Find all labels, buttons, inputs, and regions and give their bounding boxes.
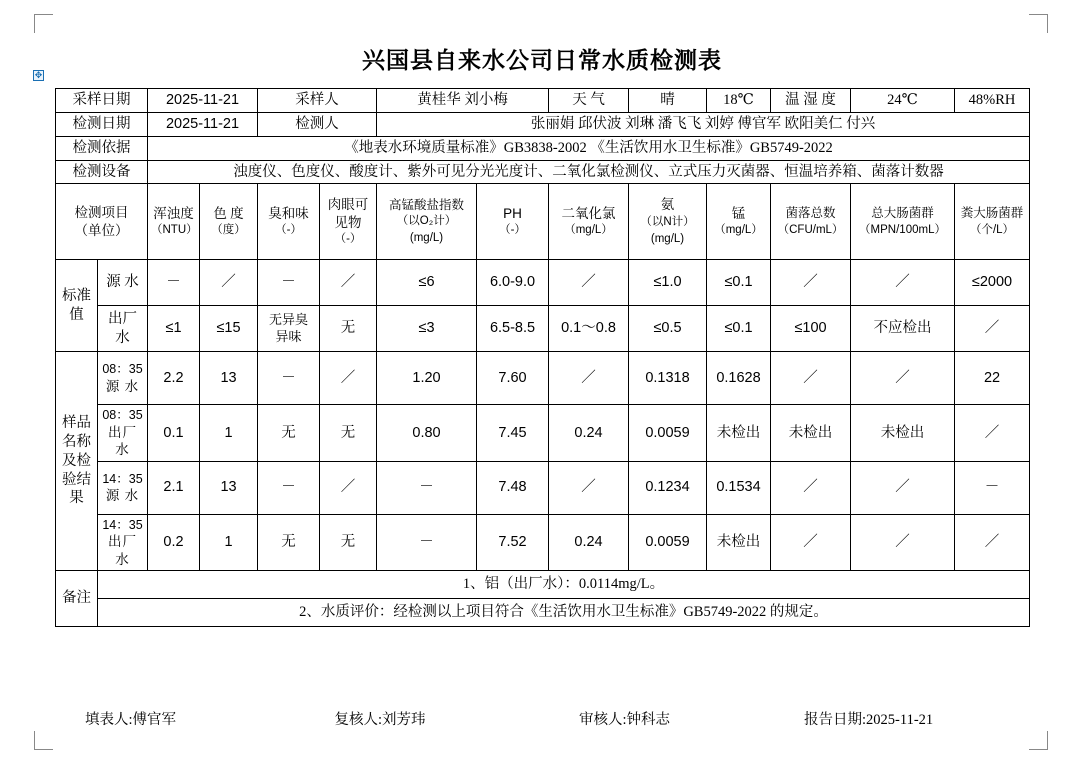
sample-1-ph: 7.60: [477, 352, 549, 405]
col-header-chroma: [200, 184, 258, 260]
sample-4-source-text: 出厂水: [108, 533, 137, 567]
col-header-total-coliform: [851, 184, 955, 260]
standard-source-water-name: 源 水: [98, 260, 148, 306]
sample-4-time-text: 14：35: [102, 517, 143, 532]
sample-2-time-text: 08：35: [102, 408, 143, 423]
col-header-chlorine-dioxide-unit: （mg/L）: [564, 224, 613, 237]
sampling-date-value: 2025-11-21: [148, 89, 258, 113]
standard-basis-label: 检测依据: [56, 136, 148, 160]
col-header-turbidity: [148, 184, 200, 260]
table-row-equipment: [56, 160, 1030, 184]
col-header-permanganate-unit2: (mg/L): [409, 232, 444, 244]
sample-2-colony: 未检出: [771, 405, 851, 461]
std-finished-permanganate: ≤3: [377, 306, 477, 352]
std-source-ammonia: ≤1.0: [629, 260, 707, 306]
sample-2-clo2: 0.24: [549, 405, 629, 461]
sample-4-visible: 无: [320, 514, 377, 570]
sample-1-ammonia: 0.1318: [629, 352, 707, 405]
table-row-standard-finished-water: [56, 306, 1030, 352]
water-quality-table: [55, 88, 1030, 627]
table-row-sample-2: [56, 405, 1030, 461]
sample-3-clo2: ／: [549, 461, 629, 514]
table-row-standard-source-water: [56, 260, 1030, 306]
std-finished-fecal-coliform: ／: [955, 306, 1030, 352]
weather-value: 晴: [629, 89, 707, 113]
col-header-chlorine-dioxide: [549, 184, 629, 260]
project-header-line1: 检测项目: [74, 205, 129, 221]
sample-2-chroma: 1: [200, 405, 258, 461]
footer-approver: 审核人:钟科志: [579, 712, 671, 728]
sample-4-manganese: 未检出: [707, 514, 771, 570]
sample-1-fecal-coliform: 22: [955, 352, 1030, 405]
move-handle-icon[interactable]: ✥: [34, 70, 43, 80]
col-header-chroma-name: 色 度: [213, 205, 244, 221]
col-header-odor: [258, 184, 320, 260]
standard-finished-water-name: 出厂水: [98, 306, 148, 352]
col-header-ammonia-unit2: (mg/L): [650, 232, 685, 245]
std-finished-colony: ≤100: [771, 306, 851, 352]
temperature-value: 24℃: [851, 89, 955, 113]
col-header-turbidity-name: 浑浊度: [153, 205, 194, 221]
sample-1-permanganate: 1.20: [377, 352, 477, 405]
sample-4-ammonia: 0.0059: [629, 514, 707, 570]
standard-value-label: 标准值: [56, 260, 98, 352]
crop-mark-bottom-right: [1029, 731, 1048, 750]
col-header-visible-matter: [320, 184, 377, 260]
std-finished-ammonia: ≤0.5: [629, 306, 707, 352]
sample-2-time: [98, 405, 148, 461]
sample-4-permanganate: －: [377, 514, 477, 570]
col-header-ph-name: PH: [503, 205, 522, 221]
col-header-colony-count-unit: （CFU/mL）: [777, 223, 844, 236]
sample-2-source-text: 出厂水: [108, 424, 137, 458]
sample-1-time: [98, 352, 148, 405]
std-finished-clo2: 0.1～0.8: [549, 306, 629, 352]
sample-1-total-coliform: ／: [851, 352, 955, 405]
sample-2-total-coliform: 未检出: [851, 405, 955, 461]
col-header-ph: [477, 184, 549, 260]
col-header-total-coliform-unit: （MPN/100mL）: [859, 223, 946, 236]
sample-3-fecal-coliform: －: [955, 461, 1030, 514]
sample-4-colony: ／: [771, 514, 851, 570]
col-header-permanganate-name: 高锰酸盐指数: [389, 198, 465, 213]
table-row-column-headers: [56, 184, 1030, 260]
sample-2-fecal-coliform: ／: [955, 405, 1030, 461]
sample-2-turbidity: 0.1: [148, 405, 200, 461]
project-unit-header: [56, 184, 148, 260]
col-header-permanganate-unit1: （以O₂计）: [396, 215, 457, 228]
sample-1-clo2: ／: [549, 352, 629, 405]
sample-3-visible: ／: [320, 461, 377, 514]
tester-label: 检测人: [258, 112, 377, 136]
sample-3-time-text: 14：35: [102, 471, 143, 486]
table-row-remark-1: [56, 571, 1030, 599]
sample-2-permanganate: 0.80: [377, 405, 477, 461]
sample-2-ammonia: 0.0059: [629, 405, 707, 461]
table-row-standard-basis: [56, 136, 1030, 160]
col-header-manganese-name: 锰: [731, 205, 746, 221]
std-source-colony: ／: [771, 260, 851, 306]
sample-4-turbidity: 0.2: [148, 514, 200, 570]
temp-humidity-label: 温 湿 度: [771, 89, 851, 113]
col-header-chroma-unit: （度）: [211, 224, 246, 237]
remark-line-2: 2、水质评价：经检测以上项目符合《生活饮用水卫生标准》GB5749-2022 的规定。: [98, 599, 1030, 627]
footer-reviewer: 复核人:刘芳玮: [334, 712, 426, 728]
col-header-fecal-coliform-name: 粪大肠菌群: [960, 206, 1024, 221]
sample-4-chroma: 1: [200, 514, 258, 570]
col-header-turbidity-unit: （NTU）: [151, 224, 198, 237]
col-header-total-coliform-name: 总大肠菌群: [871, 206, 934, 221]
sample-3-turbidity: 2.1: [148, 461, 200, 514]
std-finished-chroma: ≤15: [200, 306, 258, 352]
crop-mark-bottom-left: [34, 731, 53, 750]
col-header-fecal-coliform-unit: （个/L）: [969, 223, 1015, 236]
col-header-manganese: [707, 184, 771, 260]
test-date-label: 检测日期: [56, 112, 148, 136]
tester-value: 张丽娟 邱伏波 刘琳 潘飞飞 刘婷 傅官军 欧阳美仁 付兴: [377, 112, 1030, 136]
footer-signatures: [55, 708, 1029, 729]
col-header-ph-unit: （-）: [499, 224, 526, 237]
test-date-value: 2025-11-21: [148, 112, 258, 136]
table-row-sampling-info: [56, 89, 1030, 113]
crop-mark-top-right: [1029, 14, 1048, 33]
sample-1-colony: ／: [771, 352, 851, 405]
standard-basis-value: 《地表水环境质量标准》GB3838-2002 《生活饮用水卫生标准》GB5749-2022: [148, 136, 1030, 160]
std-finished-visible: 无: [320, 306, 377, 352]
table-row-sample-4: [56, 514, 1030, 570]
footer-report-date: 报告日期:2025-11-21: [804, 712, 934, 728]
remark-line-1: 1、铝（出厂水）：0.0114mg/L。: [98, 571, 1030, 599]
table-row-sample-1: [56, 352, 1030, 405]
col-header-odor-unit: （-）: [275, 224, 302, 237]
std-source-total-coliform: ／: [851, 260, 955, 306]
equipment-value: 浊度仪、色度仪、酸度计、紫外可见分光光度计、二氧化氯检测仪、立式压力灭菌器、恒温培养箱、菌落计数器: [148, 160, 1030, 184]
std-source-ph: 6.0-9.0: [477, 260, 549, 306]
weather-temperature: 18℃: [707, 89, 771, 113]
sample-4-time: [98, 514, 148, 570]
sampler-value: 黄桂华 刘小梅: [377, 89, 549, 113]
sample-2-manganese: 未检出: [707, 405, 771, 461]
table-row-sample-3: [56, 461, 1030, 514]
sample-4-odor: 无: [258, 514, 320, 570]
std-finished-total-coliform: 不应检出: [851, 306, 955, 352]
sample-1-turbidity: 2.2: [148, 352, 200, 405]
sample-4-clo2: 0.24: [549, 514, 629, 570]
sampling-date-label: 采样日期: [56, 89, 148, 113]
std-source-fecal-coliform: ≤2000: [955, 260, 1030, 306]
std-source-turbidity: －: [148, 260, 200, 306]
sample-1-chroma: 13: [200, 352, 258, 405]
sample-1-source-text: 源 水: [105, 378, 140, 394]
sample-2-odor: 无: [258, 405, 320, 461]
sample-3-colony: ／: [771, 461, 851, 514]
sample-3-permanganate: －: [377, 461, 477, 514]
sample-result-label: 样品名称及检验结果: [56, 352, 98, 571]
col-header-visible-matter-name: 肉眼可: [327, 196, 369, 212]
std-source-permanganate: ≤6: [377, 260, 477, 306]
sample-1-odor: －: [258, 352, 320, 405]
col-header-chlorine-dioxide-name: 二氧化氯: [561, 205, 616, 221]
std-source-clo2: ／: [549, 260, 629, 306]
table-row-test-info: [56, 112, 1030, 136]
std-source-manganese: ≤0.1: [707, 260, 771, 306]
col-header-visible-matter-unit: （-）: [334, 233, 362, 246]
crop-mark-top-left: [34, 14, 53, 33]
sample-1-manganese: 0.1628: [707, 352, 771, 405]
table-row-remark-2: [56, 599, 1030, 627]
sample-3-manganese: 0.1534: [707, 461, 771, 514]
col-header-ammonia-unit1: （以N计）: [640, 215, 695, 228]
sample-3-chroma: 13: [200, 461, 258, 514]
sample-3-ammonia: 0.1234: [629, 461, 707, 514]
std-finished-manganese: ≤0.1: [707, 306, 771, 352]
sample-3-total-coliform: ／: [851, 461, 955, 514]
footer-filler: 填表人:傅官军: [85, 712, 177, 728]
sample-3-ph: 7.48: [477, 461, 549, 514]
sample-2-ph: 7.45: [477, 405, 549, 461]
col-header-colony-count: [771, 184, 851, 260]
col-header-ammonia-name: 氨: [660, 197, 675, 213]
page-title: 兴国县自来水公司日常水质检测表: [362, 48, 722, 73]
project-header-line2: （单位）: [74, 222, 129, 238]
equipment-label: 检测设备: [56, 160, 148, 184]
sample-4-ph: 7.52: [477, 514, 549, 570]
col-header-permanganate: [377, 184, 477, 260]
sample-3-time: [98, 461, 148, 514]
sample-1-visible: ／: [320, 352, 377, 405]
sampler-label: 采样人: [258, 89, 377, 113]
std-source-chroma: ／: [200, 260, 258, 306]
col-header-manganese-unit: （mg/L）: [714, 224, 763, 237]
sample-3-source-text: 源 水: [105, 488, 140, 504]
std-source-visible: ／: [320, 260, 377, 306]
col-header-fecal-coliform: [955, 184, 1030, 260]
sample-1-time-text: 08：35: [102, 362, 143, 377]
col-header-ammonia: [629, 184, 707, 260]
humidity-value: 48%RH: [955, 89, 1030, 113]
std-finished-ph: 6.5-8.5: [477, 306, 549, 352]
sample-4-fecal-coliform: ／: [955, 514, 1030, 570]
col-header-colony-count-name: 菌落总数: [785, 206, 836, 221]
col-header-odor-name: 臭和味: [268, 205, 309, 221]
col-header-visible-matter-name2: 见物: [334, 214, 362, 230]
weather-label: 天 气: [549, 89, 629, 113]
remarks-label: 备注: [56, 571, 98, 627]
std-finished-turbidity: ≤1: [148, 306, 200, 352]
std-source-odor: －: [258, 260, 320, 306]
sample-2-visible: 无: [320, 405, 377, 461]
std-finished-odor: 无异臭 异味: [258, 306, 320, 352]
sample-4-total-coliform: ／: [851, 514, 955, 570]
sample-3-odor: －: [258, 461, 320, 514]
